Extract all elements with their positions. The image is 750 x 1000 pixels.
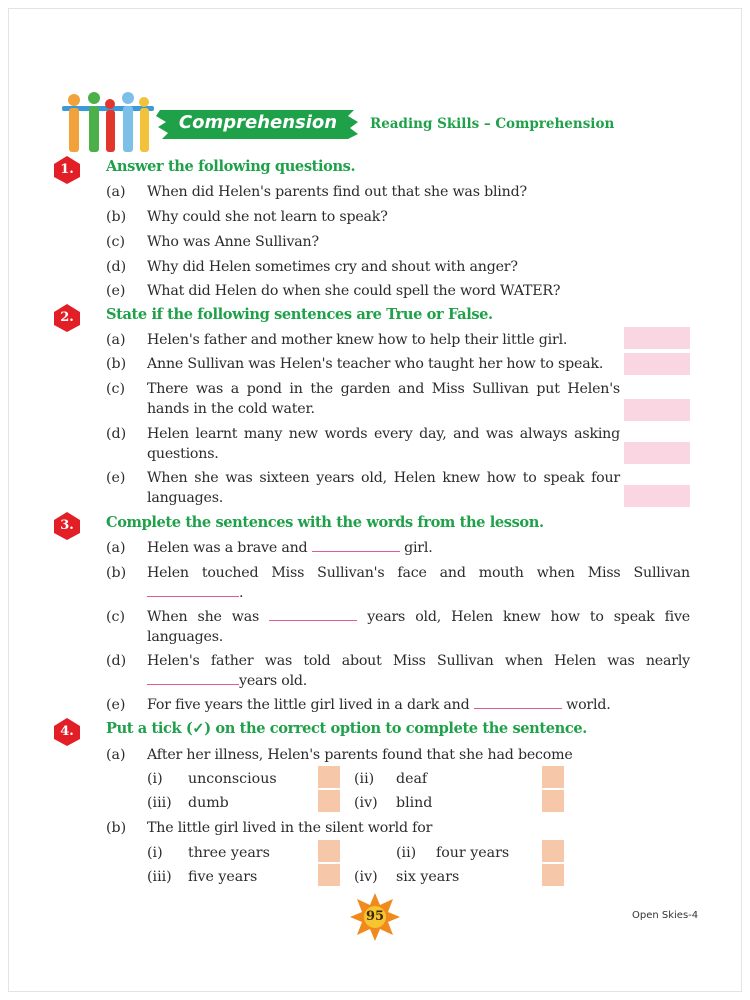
item-label: (c) [106,381,126,397]
item-text [147,563,690,603]
option-text: dumb [188,795,229,811]
item-text: After her illness, Helen's parents found that she had become [147,747,573,763]
item-text: Who was Anne Sullivan? [147,234,319,250]
section-subtitle: Reading Skills – Comprehension [370,116,615,132]
item-label: (a) [106,184,126,200]
banner-label: Comprehension [178,112,338,133]
option-text: deaf [396,771,428,787]
option-text: blind [396,795,433,811]
option-label: (ii) [396,845,417,861]
item-text [147,695,690,715]
item-label: (b) [106,565,127,581]
fill-in-blank[interactable] [269,608,357,621]
item-text: When she was sixteen years old, Helen knew how to speak four languages. [147,470,620,506]
item-label: (c) [106,234,126,250]
item-text: What did Helen do when she could spell the word WATER? [147,283,561,299]
item-label: (a) [106,332,126,348]
item-label: (a) [106,540,126,556]
option-label: (i) [147,771,163,787]
text-before-blank: Helen's father was told about Miss Sullivan when Helen was nearly [147,653,690,669]
item-text: When did Helen's parents find out that she was blind? [147,184,527,200]
item-text: Helen's father and mother knew how to help their little girl. [147,332,568,348]
tick-box[interactable] [542,766,564,788]
true-false-answer-box[interactable] [624,399,690,421]
fill-in-blank[interactable] [312,539,400,552]
text-after-blank: . [239,585,244,601]
item-text: There was a pond in the garden and Miss Sullivan put Helen's hands in the cold water. [147,381,620,417]
true-false-answer-box[interactable] [624,353,690,375]
item-text: Why could she not learn to speak? [147,209,388,225]
option-label: (iii) [147,795,172,811]
true-false-answer-box[interactable] [624,327,690,349]
option-text: six years [396,869,460,885]
item-label: (d) [106,426,127,442]
item-text: Why did Helen sometimes cry and shout with anger? [147,259,518,275]
text-before-blank: Helen touched Miss Sullivan's face and mouth when Miss Sullivan [147,565,690,581]
option-label: (i) [147,845,163,861]
children-holding-hands-icon [60,92,156,154]
option-label: (iii) [147,869,172,885]
book-title: Open Skies-4 [632,910,699,921]
item-label: (b) [106,820,127,836]
option-label: (iv) [354,795,378,811]
text-after-blank: years old. [239,673,308,689]
text-before-blank: Helen was a brave and [147,540,308,556]
item-label: (b) [106,356,127,372]
tick-box[interactable] [542,790,564,812]
question-number: 1. [60,162,74,177]
tick-box[interactable] [542,840,564,862]
question-number: 3. [60,518,74,533]
option-text: four years [436,845,510,861]
option-text: unconscious [188,771,277,787]
item-label: (e) [106,283,126,299]
item-text [147,607,690,647]
item-label: (a) [106,747,126,763]
question-number: 4. [60,724,74,739]
section-header [60,92,700,154]
option-label: (ii) [354,771,375,787]
tick-box[interactable] [318,864,340,886]
item-label: (e) [106,470,126,486]
question-number: 2. [60,310,74,325]
tick-box[interactable] [318,840,340,862]
question-title: Complete the sentences with the words from the lesson. [106,514,544,531]
item-text: The little girl lived in the silent world for [147,820,433,836]
option-text: five years [188,869,258,885]
question-title: Answer the following questions. [106,158,356,175]
text-after-blank: girl. [404,540,433,556]
question-title: State if the following sentences are True or False. [106,306,493,323]
text-after-blank: years old, Helen knew how to speak five languages. [147,609,690,645]
item-label: (b) [106,209,127,225]
item-label: (d) [106,653,127,669]
item-label: (e) [106,697,126,713]
item-text: Anne Sullivan was Helen's teacher who taught her how to speak. [147,356,604,372]
true-false-answer-box[interactable] [624,485,690,507]
text-before-blank: For five years the little girl lived in a dark and [147,697,470,713]
item-label: (c) [106,609,126,625]
fill-in-blank[interactable] [147,672,239,685]
tick-box[interactable] [318,766,340,788]
text-after-blank: world. [566,697,611,713]
fill-in-blank[interactable] [474,696,562,709]
item-label: (d) [106,259,127,275]
question-title: Put a tick (✓) on the correct option to complete the sentence. [106,720,587,737]
tick-box[interactable] [542,864,564,886]
tick-box[interactable] [318,790,340,812]
option-text: three years [188,845,270,861]
page-number: 95 [365,909,385,924]
item-text: Helen learnt many new words every day, and was always asking questions. [147,426,620,462]
option-label: (iv) [354,869,378,885]
fill-in-blank[interactable] [147,584,239,597]
item-text [147,651,690,691]
true-false-answer-box[interactable] [624,442,690,464]
item-text [147,538,690,558]
text-before-blank: When she was [147,609,260,625]
